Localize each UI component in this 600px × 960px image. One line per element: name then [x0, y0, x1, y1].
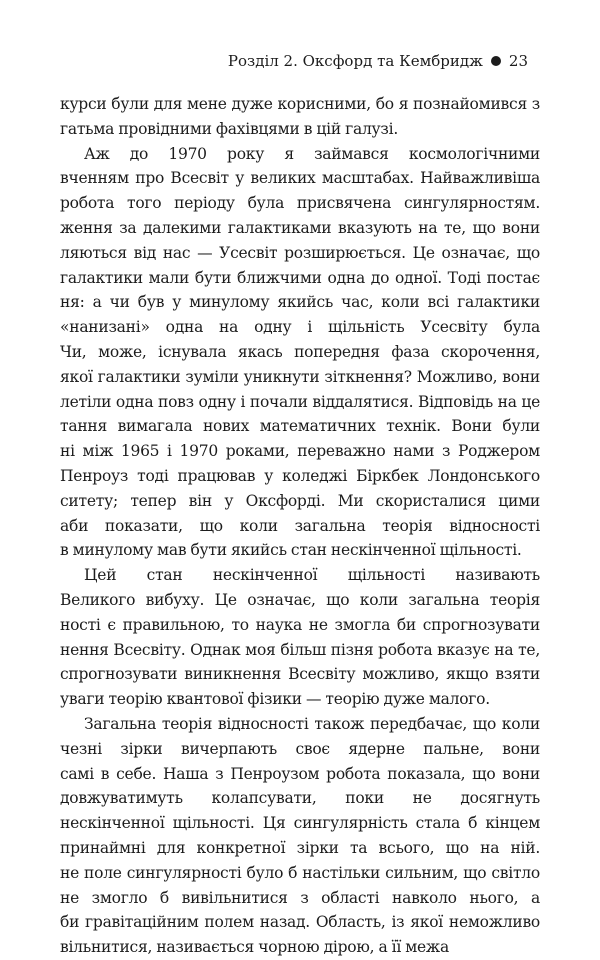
paragraph — [60, 142, 540, 564]
text-line: уваги теорію квантової фізики — теорію дуже малого. — [60, 690, 490, 709]
paragraph — [60, 92, 540, 142]
text-line: в минулому мав бути якийсь стан нескінченної щільності. — [60, 541, 522, 560]
text-line: летіли одна повз одну і почали віддалятися. Відповідь на це — [60, 392, 540, 411]
text-line: ня: а чи був у минулому якийсь час, коли всі галактики — [60, 293, 540, 312]
text-line: якої галактики зуміли уникнути зіткнення? Можливо, вони — [60, 367, 540, 386]
text-line: ситету; тепер він у Оксфорді. Ми скористалися цими — [60, 491, 540, 510]
text-line: не змогло б вивільнитися з області навколо нього, а — [60, 888, 540, 907]
text-line: ляються від нас — Усесвіт розширюється. Це означає, що — [60, 243, 540, 262]
text-line: аби показати, що коли загальна теорія відносності — [60, 516, 540, 535]
text-line: нескінченної щільності. Ця сингулярність стала б кінцем — [60, 814, 540, 833]
text-line: Аж до 1970 року я займався космологічними — [84, 144, 540, 163]
text-line: «нанизані» одна на одну і щільність Усесвіту була — [60, 318, 540, 337]
text-line: Пенроуз тоді працював у коледжі Біркбек Лондонського — [60, 466, 540, 485]
text-line: ження за далекими галактиками вказують на те, що вони — [60, 218, 540, 237]
paragraph — [60, 563, 540, 712]
text-line: Великого вибуху. Це означає, що коли загальна теорія — [60, 590, 540, 609]
running-header — [228, 52, 528, 70]
text-line: спрогнозувати виникнення Всесвіту можливо, якщо взяти — [60, 665, 540, 684]
page-number: 23 — [508, 52, 528, 70]
text-line: нення Всесвіту. Однак моя більш пізня робота вказує на те, — [60, 640, 540, 659]
text-line: Чи, може, існувала якась попередня фаза скорочення, — [60, 342, 540, 361]
text-line: Цей стан нескінченної щільності називають — [84, 566, 540, 585]
text-line: робота того періоду була присвячена сингулярностям. — [60, 194, 540, 213]
text-line: не поле сингулярності було б настільки сильним, що світло — [60, 863, 540, 882]
text-line: самі в себе. Наша з Пенроузом робота показала, що вони — [60, 764, 540, 783]
body-text — [60, 92, 540, 960]
bullet-icon — [491, 56, 501, 66]
text-line: ності є правильною, то наука не змогла би спрогнозувати — [60, 615, 540, 634]
chapter-title: Розділ 2. Оксфорд та Кембридж — [227, 52, 483, 70]
text-line: курси були для мене дуже корисними, бо я познайомився з — [60, 95, 540, 113]
text-line: Загальна теорія відносності також передбачає, що коли — [84, 714, 540, 733]
text-line: чезні зірки вичерпають своє ядерне пальне, вони — [60, 739, 540, 758]
text-line: вільнитися, називається чорною дірою, а її межа — [60, 938, 449, 957]
text-line: гатьма провідними фахівцями в цій галузі. — [60, 119, 398, 138]
text-line: галактики мали бути ближчими одна до одної. Тоді постає — [60, 268, 540, 287]
text-line: тання вимагала нових математичних технік. Вони були — [60, 417, 540, 436]
text-line: ні між 1965 і 1970 роками, переважно нами з Роджером — [60, 442, 540, 461]
paragraph — [60, 712, 540, 960]
text-line: довжуватимуть колапсувати, поки не досягнуть — [60, 789, 540, 808]
text-line: би гравітаційним полем назад. Область, із якої неможливо — [60, 913, 540, 932]
text-line: принаймні для конкретної зірки та всього, що на ній. — [60, 838, 540, 857]
text-line: вченням про Всесвіт у великих масштабах. Найважливіша — [60, 169, 540, 188]
